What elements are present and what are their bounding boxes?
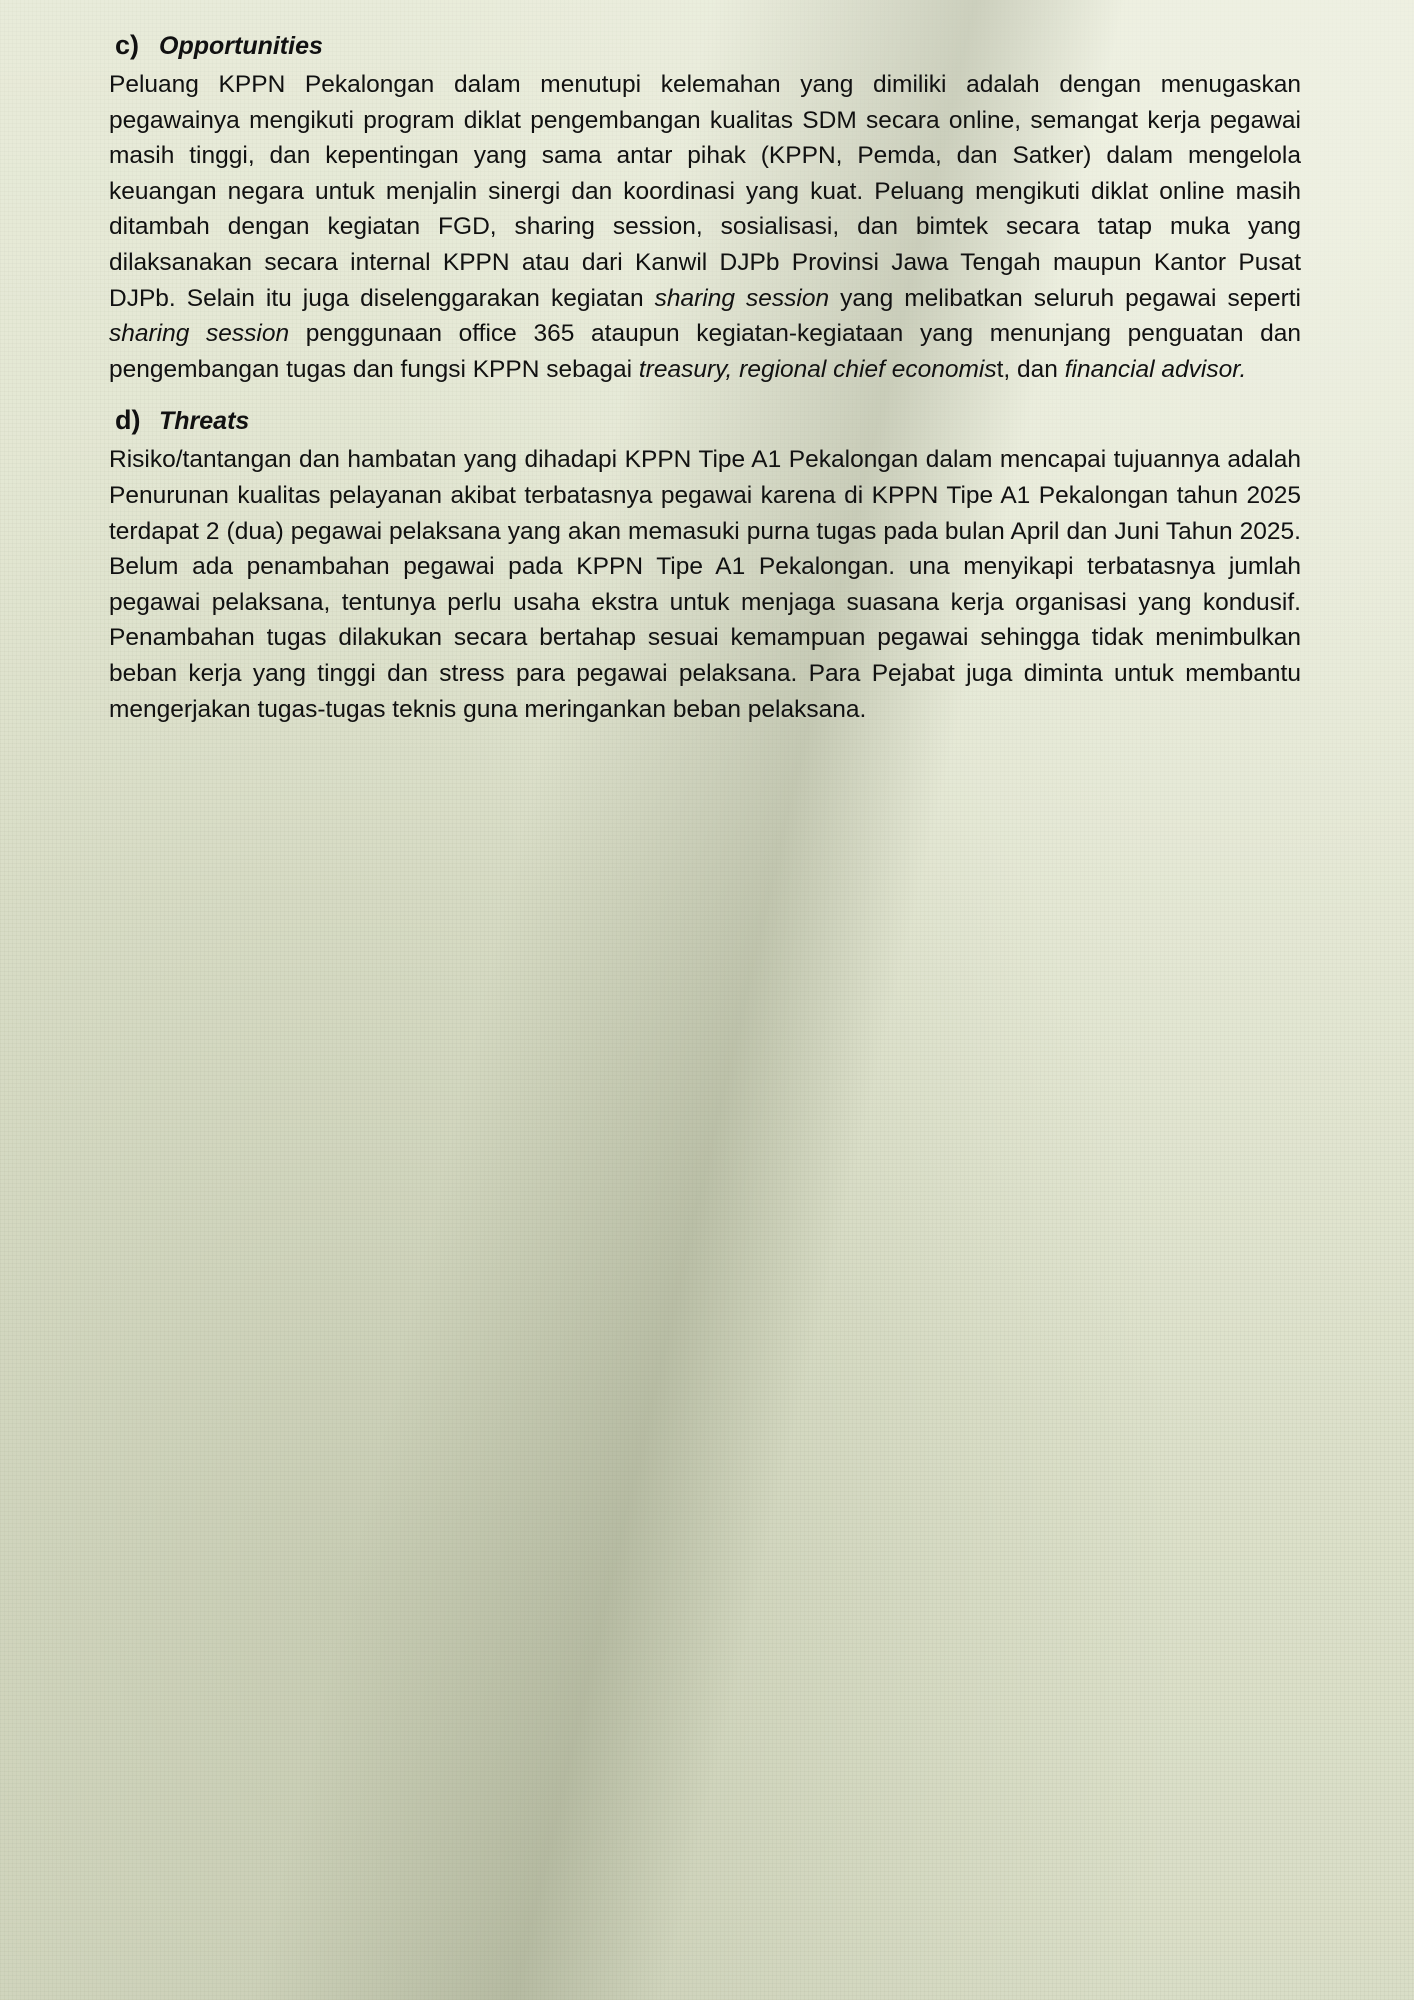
body-text-run-italic: sharing session <box>654 284 830 312</box>
section-title: Threats <box>159 407 250 436</box>
document-page <box>109 30 1301 745</box>
section-title: Opportunities <box>159 32 323 60</box>
body-text-run-italic: financial advisor. <box>1064 355 1247 383</box>
section-heading-threats <box>115 405 1301 436</box>
section-body-opportunities <box>109 67 1301 387</box>
section-marker: d) <box>115 405 141 436</box>
body-text-run: Risiko/tantangan dan hambatan yang dihadapi KPPN Tipe A1 Pekalongan dalam mencapai tujuannya adalah Penurunan kualitas pelayanan akibat terbatasnya pegawai karena di KPPN Tipe A1 Pekalongan tahun 2025 terdapat 2 (dua) pegawai pelaksana yang akan memasuki purna tugas pada bulan April dan Juni Tahun 2025. Belum ada penambahan pegawai pada KPPN Tipe A1 Pekalongan. una menyikapi terbatasnya jumlah pegawai pelaksana, tentunya perlu usaha ekstra untuk menjaga suasana kerja organisasi yang kondusif. Penambahan tugas dilakukan secara bertahap sesuai kemampuan pegawai sehingga tidak menimbulkan beban kerja yang tinggi dan stress para pegawai pelaksana. Para Pejabat juga diminta untuk membantu mengerjakan tugas-tugas teknis guna meringankan beban pelaksana. <box>109 446 1301 723</box>
section-heading-opportunities <box>115 30 1301 61</box>
section-marker: c) <box>115 30 140 60</box>
body-text-run-italic: sharing session <box>109 320 290 348</box>
body-text-run: penggunaan office 365 ataupun kegiatan-kegiataan yang menunjang penguatan dan pengembangan tugas dan fungsi KPPN sebagai <box>109 320 1301 383</box>
body-text-run: t, dan <box>996 355 1065 383</box>
body-text-run: yang melibatkan seluruh pegawai seperti <box>829 284 1301 312</box>
body-text-run-italic: treasury, regional chief economis <box>638 355 997 383</box>
section-opportunities <box>109 30 1301 387</box>
section-threats <box>109 405 1301 727</box>
section-body-threats <box>109 442 1301 727</box>
body-text-run: Peluang KPPN Pekalongan dalam menutupi kelemahan yang dimiliki adalah dengan menugaskan pegawainya mengikuti program diklat pengembangan kualitas SDM secara online, semangat kerja pegawai masih tinggi, dan kepentingan yang sama antar pihak (KPPN, Pemda, dan Satker) dalam mengelola keuangan negara untuk menjalin sinergi dan koordinasi yang kuat. Peluang mengikuti diklat online masih ditambah dengan kegiatan FGD, sharing session, sosialisasi, dan bimtek secara tatap muka yang dilaksanakan secara internal KPPN atau dari Kanwil DJPb Provinsi Jawa Tengah maupun Kantor Pusat DJPb. Selain itu juga diselenggarakan kegiatan <box>109 71 1301 312</box>
